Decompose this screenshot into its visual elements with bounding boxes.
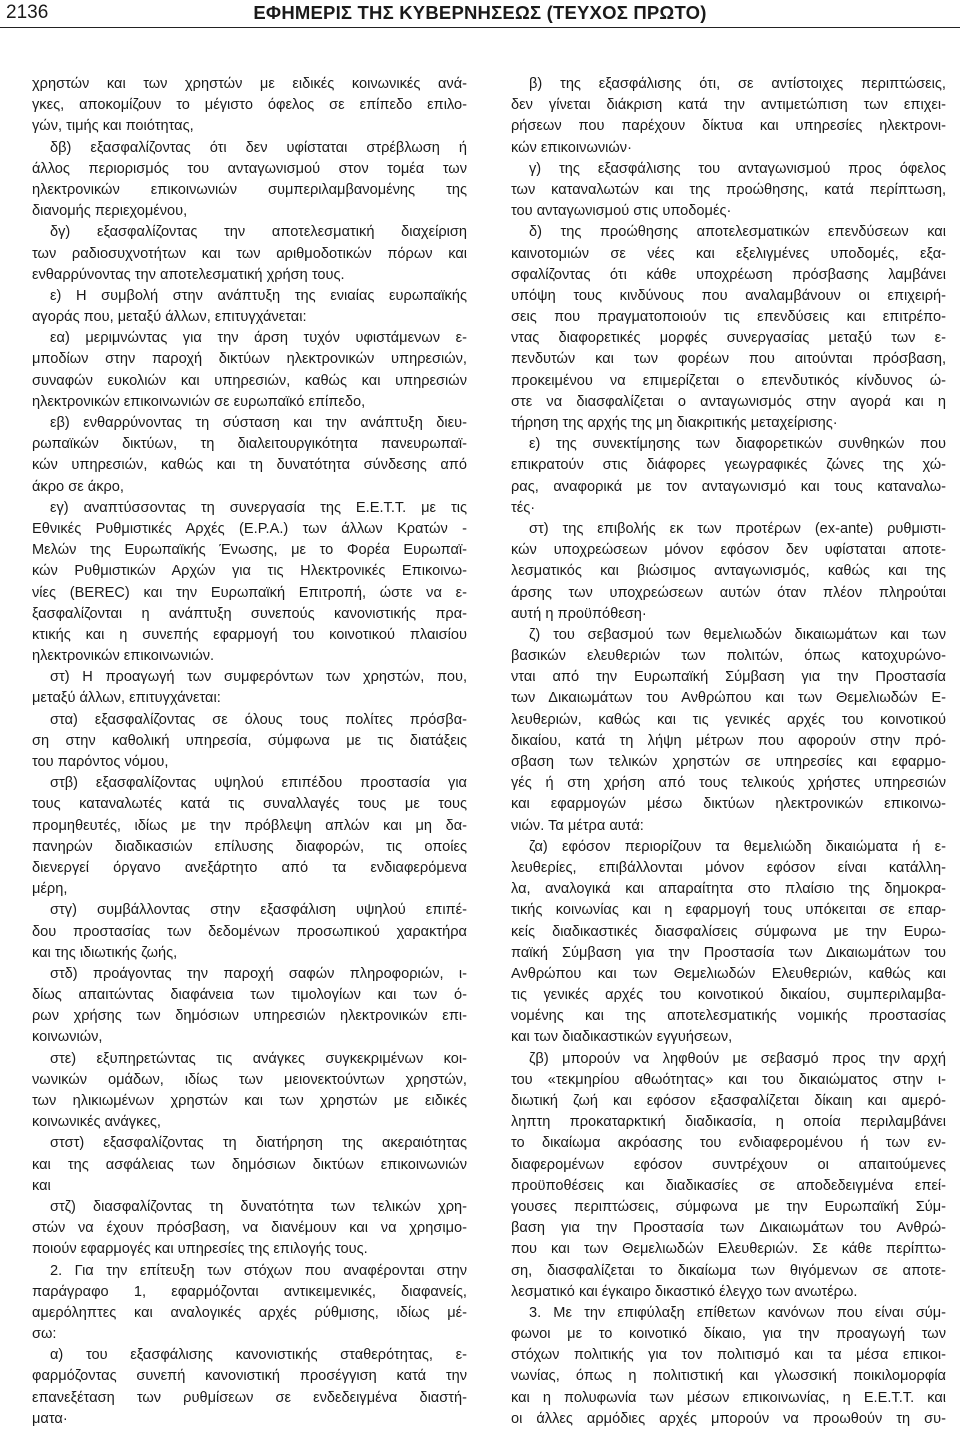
text-line: ρας, αναφορικά με τον ανταγωνισμό και τους καταναλω- [511, 478, 946, 495]
text-line: βασικών ελευθεριών των πολιτών, όπως κατοχυρώνο- [511, 648, 946, 665]
text-line: και της ασφάλειας των δημόσιων δικτύων επικοινωνιών [32, 1156, 467, 1173]
left-column [32, 74, 467, 1430]
text-line: άκρο σε άκρο, [32, 478, 124, 495]
text-line: ντας διαφορετικές μορφές συνεργασίας μεταξύ των ε- [511, 330, 946, 347]
text-line: τήρηση της αρχής της μη διακριτικής μεταχείρισης· [511, 415, 838, 431]
text-line: στβ) εξασφαλίζοντας υψηλού επιπέδου προστασία για [50, 775, 467, 792]
text-line: ζβ) μπορούν να ληφθούν με σεβασμό προς την αρχή [529, 1050, 946, 1067]
text-line: επικρατούν στις διάφορες γεωγραφικές ζώνες της χώ- [511, 457, 946, 474]
right-column [511, 74, 946, 1430]
text-line: λα, αναλογικά και απαραίτητα στο πλαίσιο της δημοκρα- [511, 881, 946, 898]
text-line: φαρμόζοντας συνεπή κανονιστική προσέγγιση κατά την [32, 1368, 467, 1385]
text-line: ρων χρήσης των δημόσιων υπηρεσιών ηλεκτρονικών επι- [32, 1008, 467, 1025]
text-line: ενθαρρύνοντας την αποτελεσματική χρήση τους. [32, 266, 345, 283]
text-line: ζα) εφόσον περιορίζουν τα θεμελιώδη δικαιώματα ή ε- [529, 838, 946, 855]
text-line: γές ή στη χρήση από τους τελικούς χρήστες υπηρεσιών [511, 775, 946, 792]
text-line: αγοράς που, μεταξύ άλλων, επιτυγχάνεται: [32, 309, 307, 326]
text-line: κοινωνικές ανάγκες, [32, 1114, 161, 1131]
text-line: νίες (BEREC) και την Ευρωπαϊκή Επιτροπή, ώστε να ε- [32, 584, 467, 601]
text-line: του «τεκμηρίου αθωότητας» και του δικαιώματος στην ι- [511, 1071, 946, 1088]
text-line: συναφών ευκολιών και υπηρεσιών, καθώς και υπηρεσιών [32, 372, 467, 389]
text-line: ρήσεων που παρέχουν δίκτυα και υπηρεσίες ηλεκτρονι- [511, 118, 946, 135]
text-line: χρηστών και των χρηστών με ειδικές κοινωνικές ανά- [32, 76, 467, 92]
text-line: 2. Για την επίτευξη των στόχων που αναφέρονται στην [50, 1262, 467, 1279]
text-line: λεσματικός και βιώσιμος ανταγωνισμός, καθώς και της [511, 563, 946, 580]
text-line: εβ) ενθαρρύνοντας τη σύσταση και την ανάπτυξη διευ- [50, 415, 467, 431]
text-line: ληπτη προκαταρκτική διαδικασία, η οποία περιλαμβάνει [511, 1114, 946, 1131]
text-line: λευθεριών, καθώς και τις γενικές αρχές του κοινοτικού [511, 711, 946, 728]
text-line: μέρη, [32, 881, 68, 898]
text-line: μεταξύ άλλων, επιτυγχάνεται: [32, 690, 221, 707]
text-line: διανομής περιεχομένου, [32, 203, 188, 220]
text-line: γών, τιμής και ποιότητας, [32, 118, 194, 135]
text-line: στγ) συμβάλλοντας στην εξασφάλιση υψηλού επιπέ- [50, 902, 467, 919]
text-line: ηλεκτρονικών επικοινωνιών. [32, 648, 215, 665]
text-line: που και των Θεμελιωδών Ελευθεριών. Σε κάθε περίπτω- [511, 1241, 946, 1258]
text-line: λευθερίες, επιβάλλονται μόνον εφόσον είναι κατάλλη- [511, 859, 946, 876]
text-line: στα) εξασφαλίζοντας σε όλους τους πολίτες πρόσβα- [50, 711, 467, 728]
text-line: το δικαίωμα ακρόασης του ενδιαφερομένου ή των εν- [511, 1135, 946, 1152]
journal-title: ΕΦΗΜΕΡΙΣ ΤΗΣ ΚΥΒΕΡΝΗΣΕΩΣ (ΤΕΥΧΟΣ ΠΡΩΤΟ) [253, 2, 707, 23]
text-line: επανεξέταση των ρυθμίσεων σε ενδεδειγμένα διαστή- [32, 1389, 467, 1406]
text-line: ηλεκτρονικών επικοινωνιών σε ευρωπαϊκό επίπεδο, [32, 393, 366, 410]
text-line: καινοτομιών σε νέες και εξελιγμένες υποδομές, εξα- [511, 245, 946, 262]
text-line: βαση για την Προστασία των Δικαιωμάτων του Ανθρώ- [511, 1220, 946, 1237]
text-line: νιών. Τα μέτρα αυτά: [511, 817, 644, 834]
text-line: τικής κοινωνίας και η εφαρμογή τους υπόκειται σε επαρ- [511, 902, 946, 919]
text-line: ηλεκτρονικών επικοινωνιών συμπεριλαμβανομένης της [32, 181, 467, 198]
text-line: προϋποθέσεις και διαδικασίες σε αποδεδειγμένα επεί- [511, 1177, 946, 1194]
text-line: σφαλίζοντας ότι κάθε υποχρέωση πρόσβασης λαμβάνει [511, 266, 946, 283]
text-line: ση, διασφαλίζεται το δικαίωμα των θιγόμενων σε αποτε- [511, 1262, 946, 1279]
text-line: Ανθρώπου και των Θεμελιωδών Ελευθεριών, καθώς και [511, 965, 946, 982]
text-line: παράγραφο 1, εφαρμόζονται αντικειμενικές, διαφανείς, [32, 1283, 467, 1300]
text-line: ματα· [32, 1410, 68, 1427]
text-line: γ) της εξασφάλισης του ανταγωνισμού προς όφελος [529, 160, 946, 177]
text-line: των καταναλωτών και της προώθησης, κατά περίπτωση, [511, 181, 946, 198]
text-line: εα) μεριμνώντας για την άρση τυχόν υφιστάμενων ε- [50, 330, 467, 347]
text-line: στόχων πολιτικής για τον πολιτισμό και τα μέσα επικοι- [511, 1347, 946, 1364]
text-line: διωτική ζωή και εφόσον εξασφαλίζεται δίκαιη και αμερό- [511, 1093, 946, 1109]
text-line: και εφαρμογών μέσω δικτύων ηλεκτρονικών επικοινω- [511, 796, 946, 813]
text-line: νωνικών ομάδων, ιδίως των μειονεκτούντων χρηστών, [32, 1071, 467, 1088]
text-line: κών υπηρεσιών, καθώς και τη δυνατότητα σύνδεσης από [32, 457, 467, 474]
page-number: 2136 [6, 2, 49, 23]
text-line: και της ιδιωτικής ζωής, [32, 944, 178, 961]
text-line: δικαίου, κατά τη λήψη μέτρων που αφορούν στην πρό- [511, 732, 946, 749]
text-line: ποιούν εφαρμογές και υπηρεσίες της επιλογής τους. [32, 1241, 368, 1258]
text-line: άλλος περιορισμός του ανταγωνισμού στον τομέα των [32, 160, 467, 177]
text-line: σβαση των τελικών χρηστών σε υπηρεσίες και εφαρμο- [511, 754, 946, 770]
text-line: των ραδιοσυχνοτήτων και των αριθμοδοτικών πόρων και [32, 245, 467, 262]
text-line: στε να διασφαλίζεται ο ανταγωνισμός στην αγορά και η [511, 393, 946, 410]
text-line: των ηλικιωμένων χρηστών και των χρηστών με ειδικές [32, 1093, 467, 1109]
text-line: του ανταγωνισμού στις υποδομές· [511, 203, 732, 220]
text-line: διενεργεί όργανο ανεξάρτητο από τα ενδιαφερόμενα [32, 859, 467, 876]
text-line: κών υποχρεώσεων μόνον εφόσον δεν υφίσταται αποτε- [511, 542, 946, 559]
text-line: του παρόντος νόμου, [32, 754, 169, 770]
text-line: κτικής και η συνεπής εφαρμογή του κοινοτικού πλαισίου [32, 626, 467, 643]
text-line: στδ) προάγοντας την παροχή σαφών πληροφοριών, ι- [50, 965, 467, 982]
text-line: Εθνικές Ρυθμιστικές Αρχές (Ε.Ρ.Α.) των άλλων Κρατών - [32, 520, 467, 537]
text-line: ζ) του σεβασμού των θεμελιωδών δικαιωμάτων και των [529, 626, 946, 643]
text-line: προμηθευτές, ιδίως με την πρόβλεψη απλών και μη δα- [32, 817, 467, 834]
text-line: δου προστασίας των δεδομένων προσωπικού χαρακτήρα [32, 923, 467, 940]
text-line: β) της εξασφάλισης ότι, σε αντίστοιχες περιπτώσεις, [529, 76, 946, 92]
header-rule [0, 27, 960, 28]
text-line: αυτή η προϋπόθεση· [511, 605, 647, 622]
text-line: ε) Η συμβολή στην ανάπτυξη της ενιαίας ευρωπαϊκής [50, 287, 467, 304]
text-line: νωνίας, όπως η πολιτιστική και γλωσσική ποικιλομορφία [511, 1368, 946, 1385]
text-line: στ) της επιβολής εκ των προτέρων (ex-ante) ρυθμιστι- [529, 520, 946, 537]
text-line: άρσης των υποχρεώσεων αυτών όταν πλέον πληρούται [511, 584, 946, 601]
text-line: σω: [32, 1326, 57, 1343]
text-line: ξασφαλίζονται η ανάπτυξη συνεπούς κανονιστικής πρα- [32, 605, 467, 622]
text-line: στών να έχουν πρόσβαση, να διανέμουν και να χρησιμο- [32, 1220, 467, 1237]
text-line: τές· [511, 499, 536, 516]
text-line: εγ) αναπτύσσοντας τη συνεργασία της Ε.Ε.Τ.Τ. με τις [50, 499, 467, 516]
text-line: μποδίων στην παροχή δικτύων ηλεκτρονικών υπηρεσιών, [32, 351, 467, 368]
text-line: λεσματικό και έγκαιρο δικαστικό έλεγχο των ανωτέρω. [511, 1283, 858, 1300]
text-line: υπόψη τους κινδύνους που αναλαμβάνουν οι επιχειρή- [511, 287, 946, 304]
text-line: ε) της συνεκτίμησης των διαφορετικών συνθηκών που [529, 436, 946, 453]
text-line: δίως απαιτώντας διαφάνεια των τιμολογίων και των ό- [32, 987, 467, 1004]
text-line: παϊκή Σύμβαση για την Προστασία των Δικαιωμάτων του [511, 944, 946, 961]
text-line: τις γενικές αρχές του κοινοτικού δικαίου, συμπεριλαμβα- [511, 987, 946, 1004]
text-line: Μελών της Ευρωπαϊκής Ένωσης, με το Φορέα Ευρωπαϊ- [32, 542, 467, 559]
text-line: νομένης και της αποτελεσματικής νομικής προστασίας [511, 1008, 946, 1025]
text-line: ση στην καθολική υπηρεσία, σύμφωνα με τις διατάξεις [32, 732, 467, 749]
text-line: στστ) εξασφαλίζοντας τη διατήρηση της ακεραιότητας [50, 1135, 467, 1152]
text-line: κοινωνιών, [32, 1029, 103, 1046]
text-line: και [32, 1177, 51, 1194]
text-line: πανηρών διαδικασιών επίλυσης διαφορών, τις οποίες [32, 838, 467, 855]
text-line: α) του εξασφάλισης κανονιστικής σταθερότητας, ε- [50, 1347, 467, 1364]
text-line: ρωπαϊκών δικτύων, τη διαλειτουργικότητα πανευρωπαϊ- [32, 436, 467, 453]
text-line: κών επικοινωνιών· [511, 139, 632, 156]
text-line: διαφερομένων εφόσον συντρέχουν οι απαιτούμενες [511, 1156, 946, 1173]
text-line: γουσες περιπτώσεις, σύμφωνα με την Ευρωπαϊκή Σύμ- [511, 1198, 946, 1215]
text-line: οι άλλες αρμόδιες αρχές μπορούν να προωθούν τη συ- [511, 1410, 946, 1427]
text-line: φωνοι με το κοινοτικό δίκαιο, για την προαγωγή των [511, 1326, 946, 1343]
text-line: κείς διαδικαστικές διασφαλίσεις σύμφωνα με την Ευρω- [511, 923, 946, 940]
text-line: στ) Η προαγωγή των συμφερόντων των χρηστών, που, [50, 669, 467, 686]
text-line: και η πολυφωνία των μέσων επικοινωνίας, η Ε.Ε.Τ.Τ. και [511, 1389, 946, 1406]
text-line: τους καταναλωτές κατά τις συναλλαγές τους με τους [32, 796, 467, 813]
text-line: αμερόληπτες και αναλογικές αρχές ρύθμισης, ιδίως μέ- [32, 1304, 467, 1321]
text-line: στζ) διασφαλίζοντας τη δυνατότητα των τελικών χρη- [50, 1198, 467, 1215]
text-line: 3. Με την επιφύλαξη επίθετων κανόνων που είναι σύμ- [529, 1304, 946, 1321]
text-line: των Δικαιωμάτων του Ανθρώπου και των Θεμελιωδών Ε- [511, 690, 946, 707]
text-line: νται από την Ευρωπαϊκή Σύμβαση για την Προστασία [511, 669, 946, 686]
text-line: δ) της προώθησης αποτελεσματικών επενδύσεων και [529, 224, 946, 241]
text-line: σεις που πραγματοποιούν τις επενδύσεις και επιτρέπο- [511, 309, 946, 326]
text-line: και των διαδικαστικών εγγυήσεων, [511, 1029, 733, 1046]
text-line: δγ) εξασφαλίζοντας την αποτελεσματική διαχείριση [50, 224, 467, 241]
text-line: γκες, αποκομίζουν το μέγιστο όφελος σε επίπεδο επιλο- [32, 97, 467, 114]
text-line: δεν γίνεται διάκριση κατά την αντιμετώπιση των επιχει- [511, 97, 946, 114]
text-line: δβ) εξασφαλίζοντας ότι δεν υφίσταται στρέβλωση ή [50, 139, 467, 156]
text-line: πενδυτών και των φορέων που αιτούνται πρόσβαση, [511, 351, 946, 368]
text-line: προκειμένου να επιμερίζεται ο επενδυτικός κίνδυνος ώ- [511, 372, 946, 389]
text-line: κών Ρυθμιστικών Αρχών για τις Ηλεκτρονικές Επικοινω- [32, 563, 467, 580]
text-line: στε) εξυπηρετώντας τις ανάγκες συγκεκριμένων κοι- [50, 1050, 467, 1067]
page-header [0, 0, 960, 28]
